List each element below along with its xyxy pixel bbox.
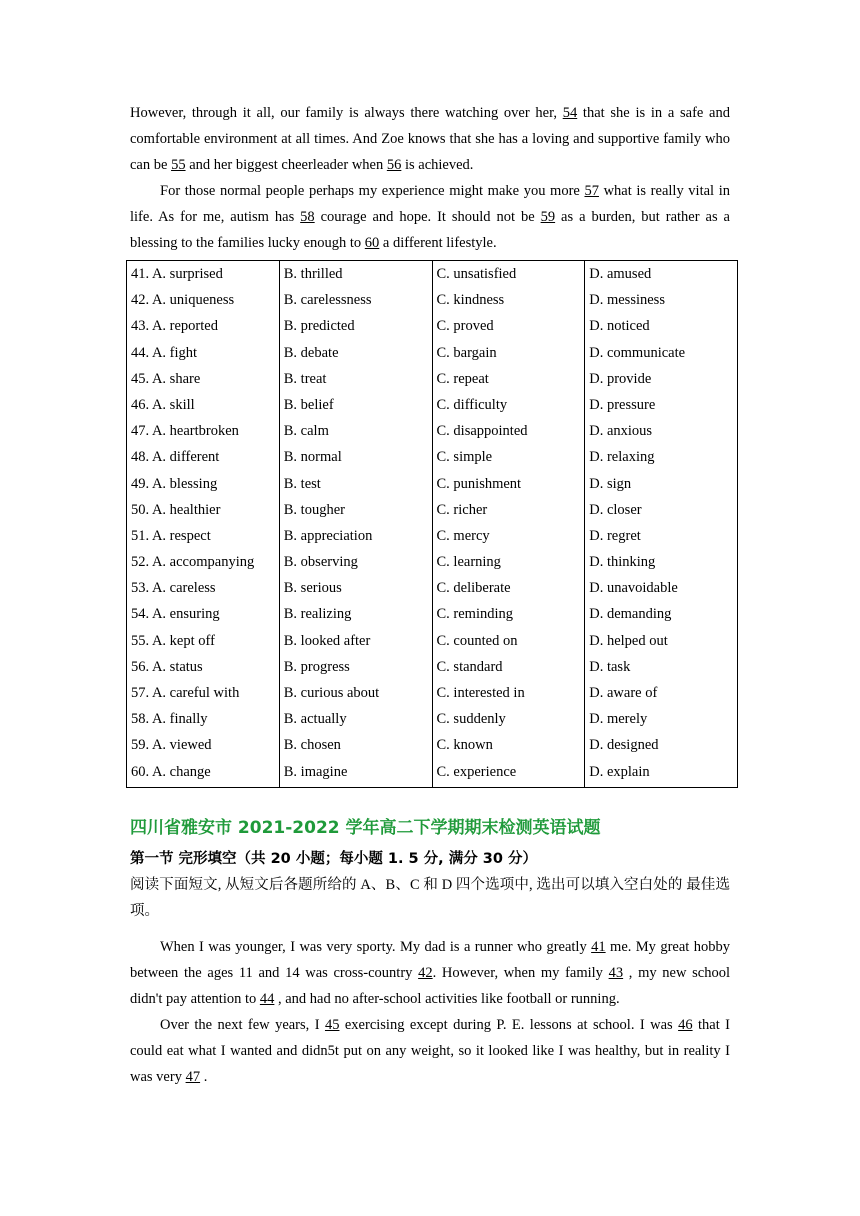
option-cell: C. deliberate	[432, 575, 585, 601]
option-row	[127, 340, 738, 366]
option-cell: 49. A. blessing	[127, 471, 280, 497]
option-row	[127, 732, 738, 758]
option-cell: D. aware of	[585, 680, 738, 706]
option-cell: D. pressure	[585, 392, 738, 418]
option-cell: D. unavoidable	[585, 575, 738, 601]
option-cell: B. imagine	[279, 759, 432, 788]
option-cell: D. noticed	[585, 313, 738, 339]
text: .	[200, 1069, 208, 1085]
passage-paragraph	[130, 100, 730, 178]
blank-41: 41	[591, 939, 606, 955]
option-cell: B. looked after	[279, 628, 432, 654]
option-cell: D. sign	[585, 471, 738, 497]
blank-46: 46	[678, 1017, 693, 1033]
options-table	[126, 260, 738, 788]
option-cell: D. designed	[585, 732, 738, 758]
option-cell: D. closer	[585, 497, 738, 523]
option-row	[127, 706, 738, 732]
option-row	[127, 759, 738, 788]
option-cell: C. standard	[432, 654, 585, 680]
text: that I could eat what I wanted and didn5t put on any weight, so it looked like I was healthy, but in reality I was very	[130, 1017, 730, 1085]
option-cell: B. normal	[279, 444, 432, 470]
option-row	[127, 313, 738, 339]
option-cell: B. test	[279, 471, 432, 497]
option-cell: D. helped out	[585, 628, 738, 654]
option-cell: 48. A. different	[127, 444, 280, 470]
option-cell: 41. A. surprised	[127, 261, 280, 288]
option-row	[127, 680, 738, 706]
option-row	[127, 654, 738, 680]
text: exercising except during P. E. lessons at school. I was	[339, 1017, 679, 1033]
option-cell: B. belief	[279, 392, 432, 418]
option-cell: D. relaxing	[585, 444, 738, 470]
option-cell: D. explain	[585, 759, 738, 788]
text: me. My great hobby between the ages 11 and 14 was cross-country	[130, 939, 730, 981]
option-cell: C. known	[432, 732, 585, 758]
option-cell: C. counted on	[432, 628, 585, 654]
option-cell: 59. A. viewed	[127, 732, 280, 758]
text: that she is in a safe and comfortable environment at all times. And Zoe knows that she has a loving and supportive family who can be	[130, 105, 730, 173]
blank-58: 58	[300, 209, 315, 225]
blank-42: 42	[418, 965, 433, 981]
option-cell: B. appreciation	[279, 523, 432, 549]
option-row	[127, 497, 738, 523]
option-cell: C. interested in	[432, 680, 585, 706]
blank-45: 45	[324, 1017, 340, 1033]
option-cell: 42. A. uniqueness	[127, 287, 280, 313]
option-cell: 57. A. careful with	[127, 680, 280, 706]
option-cell: C. unsatisfied	[432, 261, 585, 288]
option-cell: D. anxious	[585, 418, 738, 444]
option-cell: B. serious	[279, 575, 432, 601]
option-cell: 60. A. change	[127, 759, 280, 788]
blank-44: 44	[259, 991, 275, 1007]
blank-54: 54	[562, 105, 578, 121]
option-cell: 44. A. fight	[127, 340, 280, 366]
option-cell: B. actually	[279, 706, 432, 732]
option-row	[127, 392, 738, 418]
text: When I was younger, I was very sporty. My dad is a runner who greatly	[160, 939, 592, 955]
option-cell: B. treat	[279, 366, 432, 392]
blank-57: 57	[584, 183, 599, 199]
option-cell: B. debate	[279, 340, 432, 366]
text: and her biggest cheerleader when	[185, 157, 387, 173]
blank-47: 47	[185, 1069, 201, 1085]
option-cell: C. reminding	[432, 601, 585, 627]
option-cell: B. observing	[279, 549, 432, 575]
option-cell: D. merely	[585, 706, 738, 732]
option-row	[127, 549, 738, 575]
option-cell: B. progress	[279, 654, 432, 680]
option-cell: C. learning	[432, 549, 585, 575]
option-cell: B. carelessness	[279, 287, 432, 313]
option-cell: C. kindness	[432, 287, 585, 313]
option-cell: B. calm	[279, 418, 432, 444]
option-cell: B. curious about	[279, 680, 432, 706]
blank-59: 59	[540, 209, 556, 225]
option-cell: C. suddenly	[432, 706, 585, 732]
option-cell: C. simple	[432, 444, 585, 470]
option-cell: C. mercy	[432, 523, 585, 549]
option-cell: 47. A. heartbroken	[127, 418, 280, 444]
option-row	[127, 287, 738, 313]
option-row	[127, 628, 738, 654]
option-cell: C. repeat	[432, 366, 585, 392]
option-cell: C. bargain	[432, 340, 585, 366]
option-cell: 52. A. accompanying	[127, 549, 280, 575]
option-cell: 56. A. status	[127, 654, 280, 680]
option-cell: C. experience	[432, 759, 585, 788]
option-cell: D. task	[585, 654, 738, 680]
option-cell: C. punishment	[432, 471, 585, 497]
option-cell: 54. A. ensuring	[127, 601, 280, 627]
text: is achieved.	[401, 157, 474, 173]
passage-paragraph	[130, 934, 730, 1012]
option-cell: D. messiness	[585, 287, 738, 313]
option-cell: B. tougher	[279, 497, 432, 523]
option-cell: D. regret	[585, 523, 738, 549]
option-cell: 58. A. finally	[127, 706, 280, 732]
text: as a burden, but rather as a blessing to the families lucky enough to	[130, 209, 730, 251]
option-cell: C. proved	[432, 313, 585, 339]
option-cell: 51. A. respect	[127, 523, 280, 549]
text: , and had no after-school activities like football or running.	[274, 991, 620, 1007]
text: Over the next few years, I	[160, 1017, 325, 1033]
blank-60: 60	[364, 235, 380, 251]
passage-paragraph	[130, 1012, 730, 1090]
text: a different lifestyle.	[379, 235, 497, 251]
option-row	[127, 471, 738, 497]
option-cell: 43. A. reported	[127, 313, 280, 339]
option-row	[127, 523, 738, 549]
text: . However, when my family	[432, 965, 609, 981]
option-cell: 55. A. kept off	[127, 628, 280, 654]
blank-56: 56	[386, 157, 402, 173]
option-cell: C. disappointed	[432, 418, 585, 444]
option-cell: 53. A. careless	[127, 575, 280, 601]
option-cell: 50. A. healthier	[127, 497, 280, 523]
text: For those normal people perhaps my experience might make you more	[160, 183, 585, 199]
option-row	[127, 261, 738, 288]
option-cell: C. richer	[432, 497, 585, 523]
option-cell: B. predicted	[279, 313, 432, 339]
option-cell: B. chosen	[279, 732, 432, 758]
option-cell: 45. A. share	[127, 366, 280, 392]
text: , my new school didn't pay attention to	[130, 965, 730, 1007]
option-cell: D. thinking	[585, 549, 738, 575]
option-row	[127, 575, 738, 601]
option-row	[127, 418, 738, 444]
option-row	[127, 444, 738, 470]
option-cell: 46. A. skill	[127, 392, 280, 418]
option-cell: B. realizing	[279, 601, 432, 627]
option-cell: D. communicate	[585, 340, 738, 366]
option-row	[127, 601, 738, 627]
text: However, through it all, our family is always there watching over her,	[130, 105, 563, 121]
option-cell: C. difficulty	[432, 392, 585, 418]
option-cell: D. demanding	[585, 601, 738, 627]
instruction-text: 阅读下面短文, 从短文后各题所给的 A、B、C 和 D 四个选项中, 选出可以填入空白处的 最佳选项。	[130, 877, 730, 919]
option-row	[127, 366, 738, 392]
text: what is really vital in life. As for me, autism has	[130, 183, 730, 225]
option-cell: B. thrilled	[279, 261, 432, 288]
text: courage and hope. It should not be	[314, 209, 541, 225]
option-cell: D. provide	[585, 366, 738, 392]
section-subtitle: 第一节 完形填空（共 20 小题；每小题 1. 5 分, 满分 30 分）	[130, 851, 537, 867]
blank-43: 43	[608, 965, 624, 981]
option-cell: D. amused	[585, 261, 738, 288]
blank-55: 55	[171, 157, 186, 173]
section-title: 四川省雅安市 2021-2022 学年高二下学期期末检测英语试题	[130, 818, 601, 838]
passage-paragraph	[130, 178, 730, 256]
